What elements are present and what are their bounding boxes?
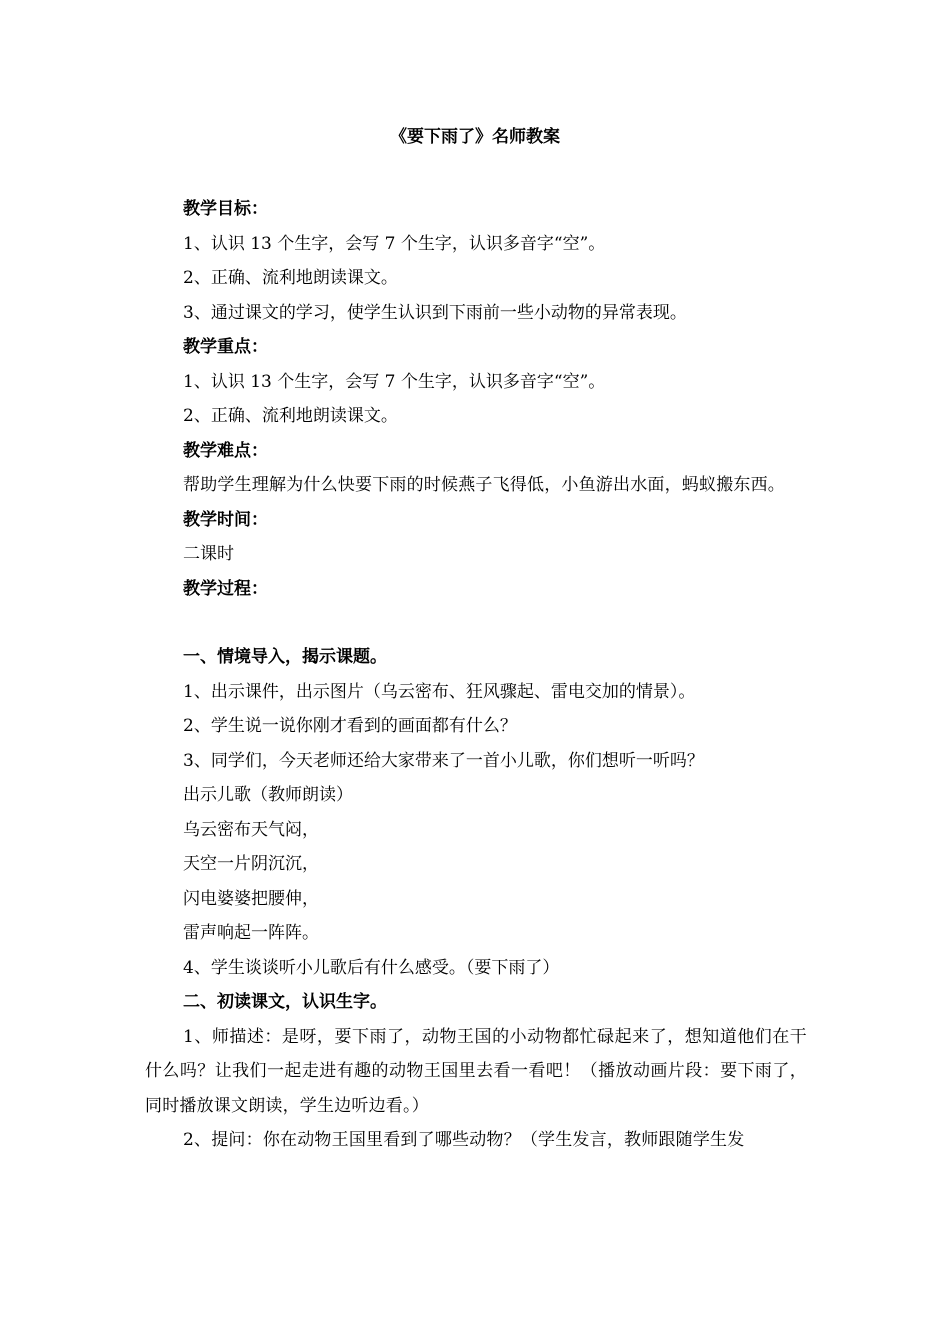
song-line: 闪电婆婆把腰伸， (183, 888, 319, 909)
song-line: 雷声响起一阵阵。 (183, 923, 319, 943)
difficulties-heading: 教学难点： (183, 440, 268, 461)
section1-heading: 一、情境导入，揭示课题。 (183, 647, 387, 667)
section2-paragraph: 2、提问：你在动物王国里看到了哪些动物？（学生发言，教师跟随学生发 (183, 1130, 745, 1150)
objectives-heading: 教学目标： (183, 199, 268, 219)
key-point-item: 2、正确、流利地朗读课文。 (183, 406, 398, 426)
song-line: 天空一片阴沉沉， (183, 854, 319, 874)
key-points-heading: 教学重点： (183, 337, 268, 357)
objective-item: 1、认识 13 个生字，会写 7 个生字，认识多音字“空”。 (183, 233, 606, 254)
objective-item: 3、通过课文的学习，使学生认识到下雨前一些小动物的异常表现。 (183, 302, 687, 323)
section2-heading: 二、初读课文，认识生字。 (183, 992, 387, 1012)
section2-paragraph: 1、师描述：是呀，要下雨了，动物王国的小动物都忙碌起来了，想知道他们在干什么吗？让我们一起走进有趣的动物王国里去看一看吧！（播放动画片段：要下雨了，同时播放课文朗读，学生边听边看。） (145, 1026, 807, 1116)
document-title: 《要下雨了》名师教案 (390, 127, 560, 147)
process-heading: 教学过程： (183, 578, 268, 599)
time-heading: 教学时间： (183, 509, 268, 530)
spacer (145, 606, 807, 640)
section1-item: 3、同学们，今天老师还给大家带来了一首小儿歌，你们想听一听吗？ (183, 750, 704, 771)
objective-item: 2、正确、流利地朗读课文。 (183, 268, 398, 288)
section1-item: 2、学生说一说你刚才看到的画面都有什么？ (183, 716, 517, 736)
song-line: 乌云密布天气闷， (183, 819, 319, 840)
key-point-item: 1、认识 13 个生字，会写 7 个生字，认识多音字“空”。 (183, 371, 606, 392)
document-body (145, 192, 807, 1158)
song-intro: 出示儿歌（教师朗读） (183, 785, 353, 805)
difficulties-text: 帮助学生理解为什么快要下雨的时候燕子飞得低，小鱼游出水面，蚂蚁搬东西。 (183, 475, 785, 495)
section1-item: 1、出示课件，出示图片（乌云密布、狂风骤起、雷电交加的情景）。 (183, 681, 696, 702)
section1-item: 4、学生谈谈听小儿歌后有什么感受。（要下雨了） (183, 957, 560, 978)
time-text: 二课时 (183, 544, 234, 564)
